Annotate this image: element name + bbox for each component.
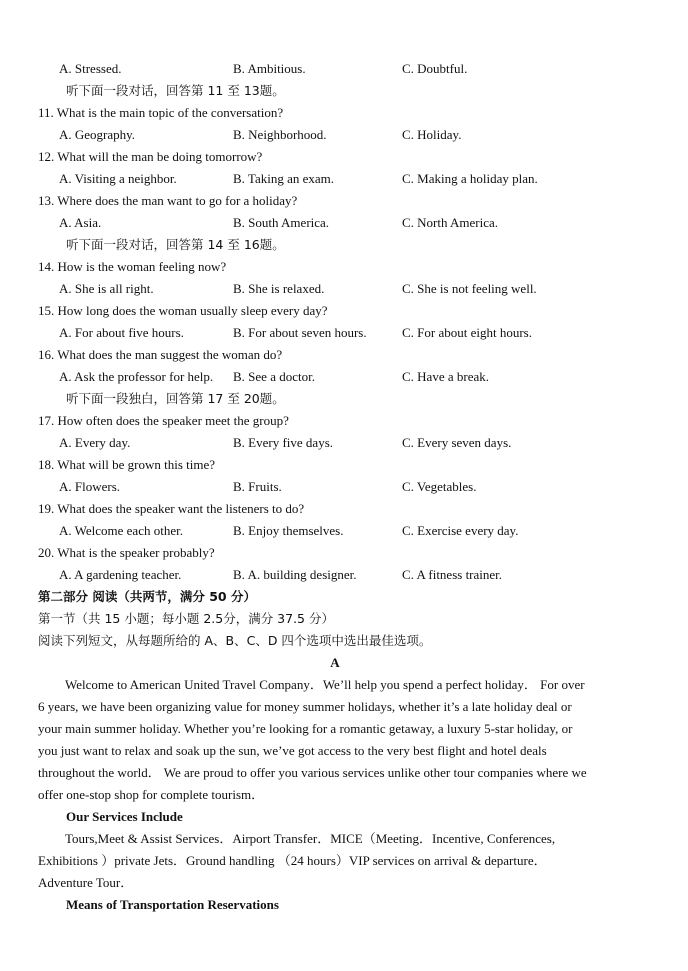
q11-stem: 11. What is the main topic of the conversation? xyxy=(38,105,284,120)
services-line: Tours,Meet & Assist Services．Airport Transfer．MICE（Meeting．Incentive, Conferences, xyxy=(65,831,556,846)
q13-option-c: C. North America. xyxy=(402,215,499,230)
q17-option-b: B. Every five days. xyxy=(233,435,334,450)
q19-option-b: B. Enjoy themselves. xyxy=(233,523,344,538)
q15-option-b: B. For about seven hours. xyxy=(233,325,367,340)
q20-option-b: B. A. building designer. xyxy=(233,567,357,582)
q18-option-c: C. Vegetables. xyxy=(402,479,477,494)
instruction-14-16: 听下面一段对话，回答第 14 至 16题。 xyxy=(66,237,285,252)
passage-line: 6 years, we have been organizing value for money summer holidays, whether it’s a late holiday deal or xyxy=(38,699,572,714)
instruction-17-20: 听下面一段独白，回答第 17 至 20题。 xyxy=(66,391,285,406)
q14-stem: 14. How is the woman feeling now? xyxy=(38,259,227,274)
q10-option-a: A. Stressed. xyxy=(59,61,122,76)
q13-option-a: A. Asia. xyxy=(59,215,102,230)
q15-option-c: C. For about eight hours. xyxy=(402,325,532,340)
passage-line: you just want to relax and soak up the sun, we’ve got access to the very best flight and hotel deals xyxy=(38,743,547,758)
q13-option-b: B. South America. xyxy=(233,215,330,230)
passage-line: offer one-stop shop for complete tourism． xyxy=(38,787,265,802)
q15-option-a: A. For about five hours. xyxy=(59,325,184,340)
services-line: Exhibitions ）private Jets．Ground handling （24 hours）VIP services on arrival & departure． xyxy=(38,853,547,868)
q14-option-c: C. She is not feeling well. xyxy=(402,281,537,296)
q12-stem: 12. What will the man be doing tomorrow? xyxy=(38,149,263,164)
section1-instruction: 阅读下列短文，从每题所给的 A、B、C、D 四个选项中选出最佳选项。 xyxy=(38,633,432,648)
passage-a-body xyxy=(38,674,630,806)
q16-option-a: A. Ask the professor for help. xyxy=(59,369,214,384)
q17-option-a: A. Every day. xyxy=(59,435,131,450)
q14-option-b: B. She is relaxed. xyxy=(233,281,325,296)
transport-heading: Means of Transportation Reservations xyxy=(66,897,279,912)
q18-option-b: B. Fruits. xyxy=(233,479,282,494)
services-heading: Our Services Include xyxy=(66,809,183,824)
instruction-11-13: 听下面一段对话，回答第 11 至 13题。 xyxy=(66,83,285,98)
q12-option-a: A. Visiting a neighbor. xyxy=(59,171,177,186)
q10-option-b: B. Ambitious. xyxy=(233,61,306,76)
q17-option-c: C. Every seven days. xyxy=(402,435,512,450)
q14-option-a: A. She is all right. xyxy=(59,281,154,296)
services-body xyxy=(38,828,630,894)
q19-stem: 19. What does the speaker want the listeners to do? xyxy=(38,501,305,516)
q11-option-c: C. Holiday. xyxy=(402,127,462,142)
q11-option-a: A. Geography. xyxy=(59,127,136,142)
passage-line: your main summer holiday. Whether you’re looking for a romantic getaway, a luxury 5-star holiday, or xyxy=(38,721,573,736)
q12-option-b: B. Taking an exam. xyxy=(233,171,335,186)
q20-option-c: C. A fitness trainer. xyxy=(402,567,503,582)
q16-option-c: C. Have a break. xyxy=(402,369,489,384)
q18-option-a: A. Flowers. xyxy=(59,479,121,494)
passage-letter: A xyxy=(330,655,340,670)
services-line: Adventure Tour． xyxy=(38,875,134,890)
passage-line: throughout the world． We are proud to offer you various services unlike other tour companies where we xyxy=(38,765,587,780)
q19-option-a: A. Welcome each other. xyxy=(59,523,183,538)
q16-option-b: B. See a doctor. xyxy=(233,369,315,384)
passage-line: Welcome to American United Travel Company．We’ll help you spend a perfect holiday． For over xyxy=(65,677,585,692)
section1-title: 第一节（共 15 小题；每小题 2.5分，满分 37.5 分） xyxy=(38,611,334,626)
q18-stem: 18. What will be grown this time? xyxy=(38,457,216,472)
q20-option-a: A. A gardening teacher. xyxy=(59,567,182,582)
part2-title: 第二部分 阅读（共两节，满分 50 分） xyxy=(38,589,256,604)
q13-stem: 13. Where does the man want to go for a holiday? xyxy=(38,193,298,208)
q11-option-b: B. Neighborhood. xyxy=(233,127,327,142)
q15-stem: 15. How long does the woman usually sleep every day? xyxy=(38,303,328,318)
q17-stem: 17. How often does the speaker meet the group? xyxy=(38,413,289,428)
q10-option-c: C. Doubtful. xyxy=(402,61,468,76)
q16-stem: 16. What does the man suggest the woman do? xyxy=(38,347,283,362)
q19-option-c: C. Exercise every day. xyxy=(402,523,519,538)
q20-stem: 20. What is the speaker probably? xyxy=(38,545,215,560)
q12-option-c: C. Making a holiday plan. xyxy=(402,171,538,186)
